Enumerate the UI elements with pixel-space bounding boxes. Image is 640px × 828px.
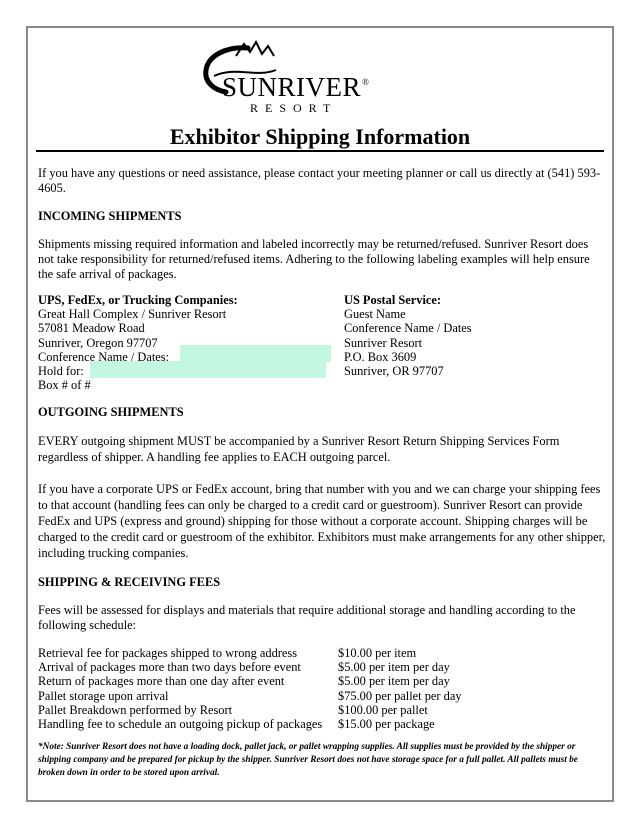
fee-price: $75.00 per pallet per day	[338, 688, 462, 703]
incoming-heading: INCOMING SHIPMENTS	[38, 209, 182, 223]
table-row	[38, 703, 462, 717]
fees-table	[38, 646, 462, 731]
fee-price: $15.00 per package	[338, 717, 435, 732]
ups-line: Hold for:	[38, 364, 84, 379]
fee-price: $10.00 per item	[338, 646, 417, 660]
fee-description: Pallet storage upon arrival	[38, 688, 169, 703]
fee-price: $5.00 per item per day	[338, 660, 450, 675]
ups-heading: UPS, FedEx, or Trucking Companies:	[38, 293, 238, 307]
fee-description: Return of packages more than one day after event	[38, 674, 285, 689]
usps-line: Sunriver, OR 97707	[344, 364, 444, 379]
ups-line: Box # of #	[38, 378, 91, 393]
logo-brand-name: SUNRIVER	[222, 72, 362, 102]
usps-line: P.O. Box 3609	[344, 349, 417, 364]
table-row	[38, 717, 462, 731]
fee-description: Handling fee to schedule an outgoing pickup of packages	[38, 717, 323, 732]
fee-description: Retrieval fee for packages shipped to wrong address	[38, 646, 298, 660]
fees-intro: Fees will be assessed for displays and materials that require additional storage and handling according to the following schedule:	[38, 603, 576, 632]
table-row	[38, 674, 462, 688]
page-title: Exhibitor Shipping Information	[169, 124, 471, 149]
fee-description: Arrival of packages more than two days before event	[38, 660, 301, 675]
ups-line: Sunriver, Oregon 97707	[38, 335, 158, 350]
fee-price: $5.00 per item per day	[338, 674, 450, 689]
fees-heading: SHIPPING & RECEIVING FEES	[38, 575, 221, 589]
outgoing-para-2: If you have a corporate UPS or FedEx account, bring that number with you and we can charge your shipping fees to that account (handling fees can only be charged to a credit card or guestroom). Sunriver Resort can provide FedEx and UPS (express and ground) shipping for those without a corporate account. Shipping charges will be charged to the credit card or guestroom of the exhibitor. Exhibitors must make arrangements for any other shipper, including trucking companies.	[38, 482, 606, 560]
incoming-body: Shipments missing required information and labeled incorrectly may be returned/refused. Sunriver Resort does not take responsibility for returned/refused items. Adhering to the following labeling examples will help ensure the safe arrival of packages.	[38, 237, 590, 281]
ups-line: Great Hall Complex / Sunriver Resort	[38, 307, 227, 322]
usps-address-block	[344, 293, 472, 378]
intro-text: If you have any questions or need assistance, please contact your meeting planner or call us directly at (541) 593-4605.	[38, 166, 601, 195]
logo-registered-mark: ®	[362, 77, 369, 87]
logo-brand-sub: RESORT	[250, 101, 338, 115]
fee-price: $100.00 per pallet	[338, 702, 428, 717]
usps-line: Conference Name / Dates	[344, 321, 472, 336]
table-row	[38, 646, 462, 660]
outgoing-heading: OUTGOING SHIPMENTS	[38, 405, 184, 419]
ups-line: Conference Name / Dates:	[38, 349, 170, 364]
table-row	[38, 689, 462, 703]
usps-line: Sunriver Resort	[344, 335, 423, 350]
fee-description: Pallet Breakdown performed by Resort	[38, 702, 233, 717]
table-row	[38, 660, 462, 674]
usps-line: Guest Name	[344, 307, 406, 322]
title-divider	[36, 150, 604, 152]
ups-address-block	[38, 293, 238, 392]
footnote: *Note: Sunriver Resort does not have a loading dock, pallet jack, or pallet wrapping supplies. All supplies must be provided by the shipper or shipping company and be prepared for pickup by the shipper. Sunriver Resort does not have storage space for a full pallet. All pallets must be broken down in order to be stored upon arrival.	[38, 742, 578, 778]
usps-heading: US Postal Service:	[344, 293, 442, 307]
outgoing-para-1: EVERY outgoing shipment MUST be accompanied by a Sunriver Resort Return Shipping Services Form regardless of shipper. A handling fee applies to EACH outgoing parcel.	[38, 434, 560, 464]
ups-line: 57081 Meadow Road	[38, 321, 145, 336]
